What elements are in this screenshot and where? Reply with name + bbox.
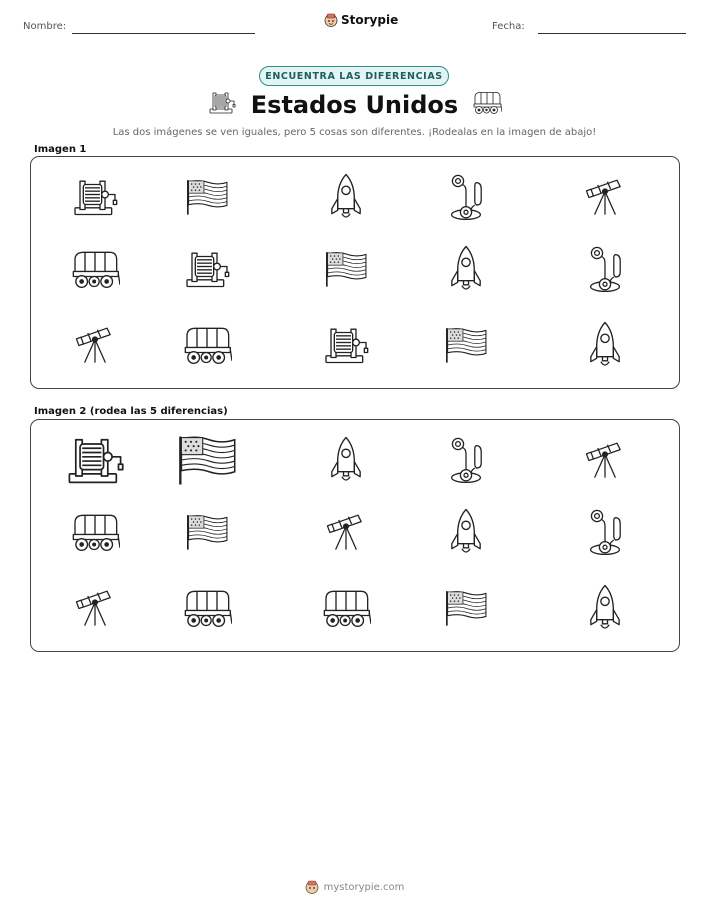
storypie-mascot-icon: [324, 13, 338, 27]
telephone-icon: [446, 173, 486, 221]
rocket-icon[interactable]: [329, 435, 363, 485]
winch-icon: [70, 176, 120, 218]
winch-icon[interactable]: [63, 433, 127, 487]
brand-logo: [324, 13, 398, 27]
flag-icon: [323, 249, 369, 289]
flag-icon: [184, 177, 230, 217]
telescope-icon[interactable]: [585, 438, 625, 482]
wagon-icon[interactable]: [182, 587, 232, 629]
telescope-icon: [75, 323, 115, 367]
footer: [0, 880, 709, 894]
flag-icon: [443, 325, 489, 365]
telephone-icon[interactable]: [585, 508, 625, 556]
rocket-icon: [329, 172, 363, 222]
flag-icon[interactable]: [175, 433, 239, 487]
winch-icon: [182, 248, 232, 290]
storypie-mascot-icon: [305, 880, 319, 894]
rocket-icon: [449, 244, 483, 294]
name-label: Nombre:: [23, 21, 67, 32]
wagon-icon: [472, 90, 502, 119]
activity-badge: ENCUENTRA LAS DIFERENCIAS: [259, 66, 449, 86]
date-label: Fecha:: [492, 21, 525, 32]
page-title: Estados Unidos: [250, 90, 459, 119]
rocket-icon: [588, 320, 622, 370]
image2-panel[interactable]: [30, 419, 680, 652]
flag-icon[interactable]: [184, 512, 230, 552]
footer-url: mystorypie.com: [323, 881, 405, 893]
image1-panel: [30, 156, 680, 389]
winch-icon: [321, 324, 371, 366]
rocket-icon[interactable]: [588, 583, 622, 633]
telephone-icon: [585, 245, 625, 293]
brand-name: Storypie: [341, 13, 399, 27]
wagon-icon: [70, 248, 120, 290]
wagon-icon[interactable]: [321, 587, 371, 629]
image2-label: Imagen 2 (rodea las 5 diferencias): [34, 406, 228, 417]
telephone-icon[interactable]: [446, 436, 486, 484]
wagon-icon[interactable]: [70, 511, 120, 553]
name-field[interactable]: [72, 33, 255, 34]
telescope-icon: [585, 175, 625, 219]
instructions: Las dos imágenes se ven iguales, pero 5 cosas son diferentes. ¡Rodealas en la imagen de abajo!: [112, 127, 597, 138]
winch-icon: [207, 90, 237, 119]
wagon-icon: [182, 324, 232, 366]
flag-icon[interactable]: [443, 588, 489, 628]
image1-label: Imagen 1: [34, 144, 87, 155]
rocket-icon[interactable]: [449, 507, 483, 557]
title-row: [0, 90, 709, 119]
telescope-icon[interactable]: [75, 586, 115, 630]
date-field[interactable]: [538, 33, 686, 34]
telescope-icon[interactable]: [326, 510, 366, 554]
